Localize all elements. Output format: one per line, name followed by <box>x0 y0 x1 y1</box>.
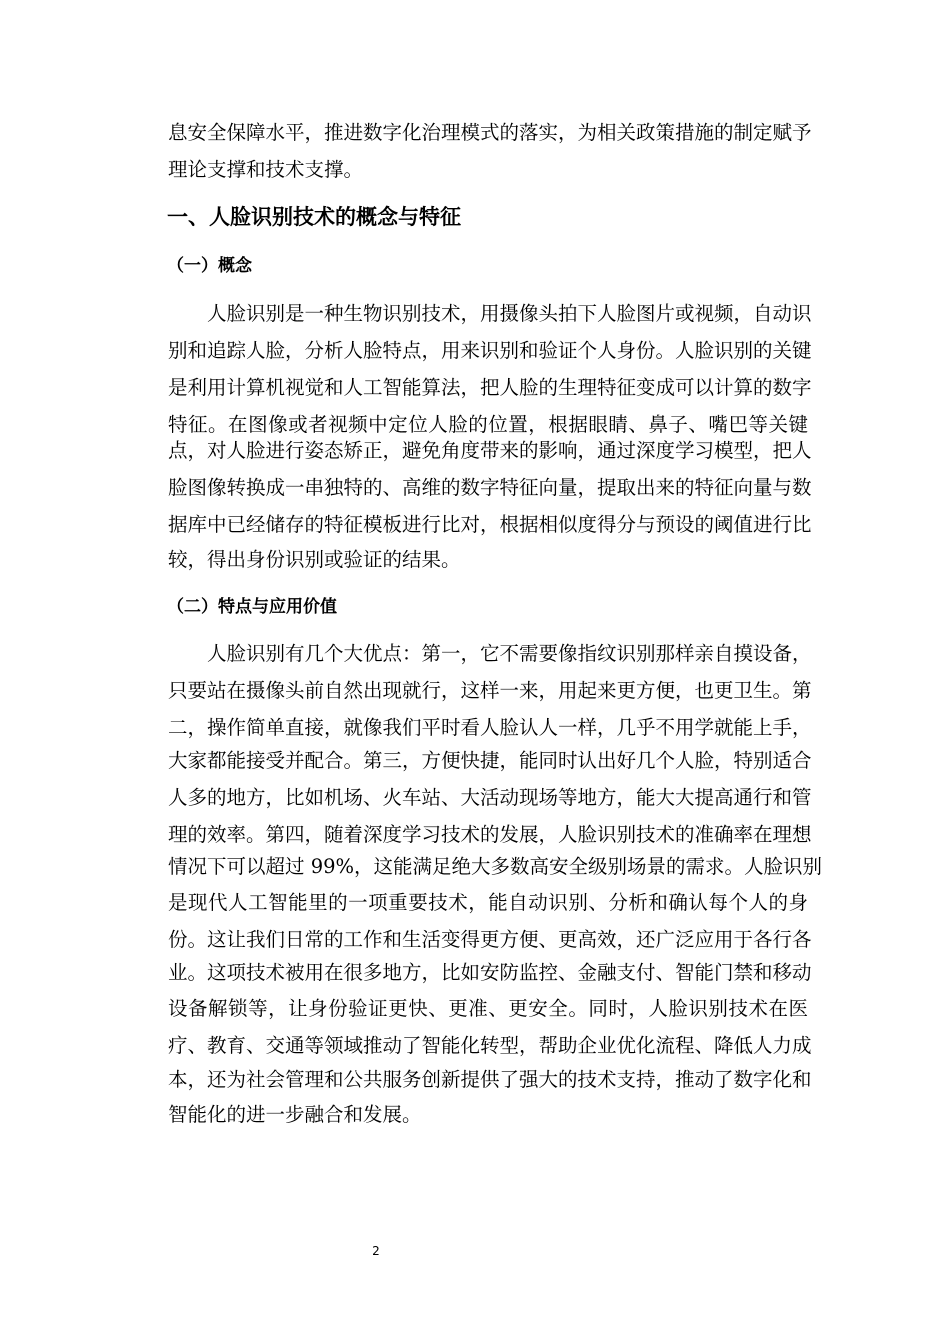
paragraph-line: 较，得出身份识别或验证的结果。 <box>168 548 461 571</box>
paragraph-line: 本，还为社会管理和公共服务创新提供了强大的技术支持，推动了数字化和 <box>168 1068 812 1091</box>
paragraph-line: 息安全保障水平，推进数字化治理模式的落实，为相关政策措施的制定赋予 <box>168 121 812 144</box>
paragraph-line: 脸图像转换成一串独特的、高维的数字特征向量，提取出来的特征向量与数 <box>168 476 812 499</box>
paragraph-line: 只要站在摄像头前自然出现就行，这样一来，用起来更方便，也更卫生。第 <box>168 679 812 702</box>
paragraph-line: 理的效率。第四，随着深度学习技术的发展，人脸识别技术的准确率在理想 <box>168 823 812 846</box>
paragraph-line: 人脸识别是一种生物识别技术，用摄像头拍下人脸图片或视频，自动识 <box>207 302 812 325</box>
section-heading: 一、人脸识别技术的概念与特征 <box>167 205 461 229</box>
paragraph-line: 疗、教育、交通等领域推动了智能化转型，帮助企业优化流程、降低人力成 <box>168 1034 812 1057</box>
paragraph-line: 份。这让我们日常的工作和生活变得更方便、更高效，还广泛应用于各行各 <box>168 928 812 951</box>
paragraph-line: 情况下可以超过 99%，这能满足绝大多数高安全级别场景的需求。人脸识别 <box>168 855 823 878</box>
paragraph-line: 智能化的进一步融合和发展。 <box>168 1103 422 1126</box>
subsection-heading: （一）概念 <box>167 256 252 276</box>
page-number: 2 <box>372 1244 380 1258</box>
paragraph-line: 是现代人工智能里的一项重要技术，能自动识别、分析和确认每个人的身 <box>168 891 808 914</box>
paragraph-line: 理论支撑和技术支撑。 <box>168 158 364 181</box>
paragraph-line: 据库中已经储存的特征模板进行比对，根据相似度得分与预设的阈值进行比 <box>168 513 812 536</box>
paragraph-line: 业。这项技术被用在很多地方，比如安防监控、金融支付、智能门禁和移动 <box>168 961 812 984</box>
paragraph-line: 是利用计算机视觉和人工智能算法，把人脸的生理特征变成可以计算的数字 <box>168 376 812 399</box>
paragraph-line: 点，对人脸进行姿态矫正，避免角度带来的影响，通过深度学习模型，把人 <box>168 439 812 462</box>
paragraph-line: 人脸识别有几个大优点：第一，它不需要像指纹识别那样亲自摸设备， <box>207 642 812 665</box>
paragraph-line: 大家都能接受并配合。第三，方便快捷，能同时认出好几个人脸，特别适合 <box>168 749 812 772</box>
paragraph-line: 二，操作简单直接，就像我们平时看人脸认人一样，几乎不用学就能上手， <box>168 716 812 739</box>
paragraph-line: 设备解锁等，让身份验证更快、更准、更安全。同时，人脸识别技术在医 <box>168 997 808 1020</box>
paragraph-line: 别和追踪人脸，分析人脸特点，用来识别和验证个人身份。人脸识别的关键 <box>168 339 812 362</box>
paragraph-line: 人多的地方，比如机场、火车站、大活动现场等地方，能大大提高通行和管 <box>168 786 812 809</box>
subsection-heading: （二）特点与应用价值 <box>167 597 337 617</box>
paragraph-line: 特征。在图像或者视频中定位人脸的位置，根据眼睛、鼻子、嘴巴等关键 <box>168 413 808 436</box>
